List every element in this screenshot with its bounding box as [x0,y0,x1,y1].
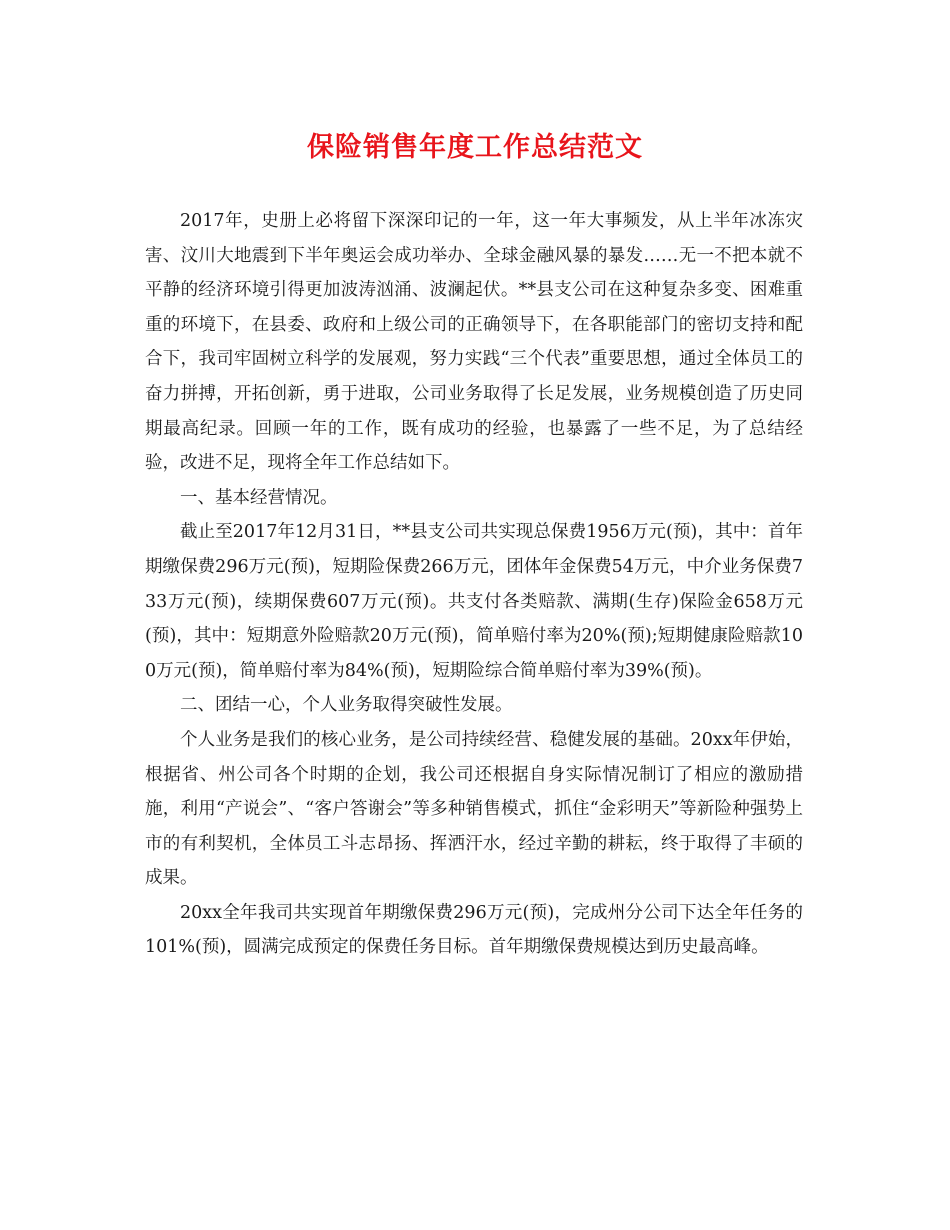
section-heading-basic-operations: 一、基本经营情况。 [180,487,338,508]
document-body [145,204,803,965]
document-title: 保险销售年度工作总结范文 [307,132,643,163]
paragraph-operations-figures: 截止至2017年12月31日，**县支公司共实现总保费1956万元(预)，其中：首年期缴保费296万元(预)，短期险保费266万元，团体年金保费54万元，中介业务保费733万元(预)，续期保费607万元(预)。共支付各类赔款、满期(生存)保险金658万元(预)，其中：短期意外险赔款20万元(预)，简单赔付率为20%(预);短期健康险赔款100万元(预)，简单赔付率为84%(预)，短期险综合简单赔付率为39%(预)。 [145,522,803,681]
paragraph-annual-results: 20xx全年我司共实现首年期缴保费296万元(预)，完成州分公司下达全年任务的101%(预)，圆满完成预定的保费任务目标。首年期缴保费规模达到历史最高峰。 [145,902,803,958]
paragraph-personal-business: 个人业务是我们的核心业务，是公司持续经营、稳健发展的基础。20xx年伊始，根据省、州公司各个时期的企划，我公司还根据自身实际情况制订了相应的激励措施，利用“产说会”、“客户答谢会”等多种销售模式，抓住“金彩明天”等新险种强势上市的有利契机，全体员工斗志昂扬、挥洒汗水，经过辛勤的耕耘，终于取得了丰硕的成果。 [145,729,803,889]
paragraph-intro: 2017年，史册上必将留下深深印记的一年，这一年大事频发，从上半年冰冻灾害、汶川大地震到下半年奥运会成功举办、全球金融风暴的暴发……无一不把本就不平静的经济环境引得更加波涛汹涌、波澜起伏。**县支公司在这种复杂多变、困难重重的环境下，在县委、政府和上级公司的正确领导下，在各职能部门的密切支持和配合下，我司牢固树立科学的发展观，努力实践“三个代表”重要思想，通过全体员工的奋力拼搏，开拓创新，勇于进取，公司业务取得了长足发展，业务规模创造了历史同期最高纪录。回顾一年的工作，既有成功的经验，也暴露了一些不足，为了总结经验，改进不足，现将全年工作总结如下。 [145,211,803,474]
section-heading-personal-business: 二、团结一心，个人业务取得突破性发展。 [180,695,513,716]
